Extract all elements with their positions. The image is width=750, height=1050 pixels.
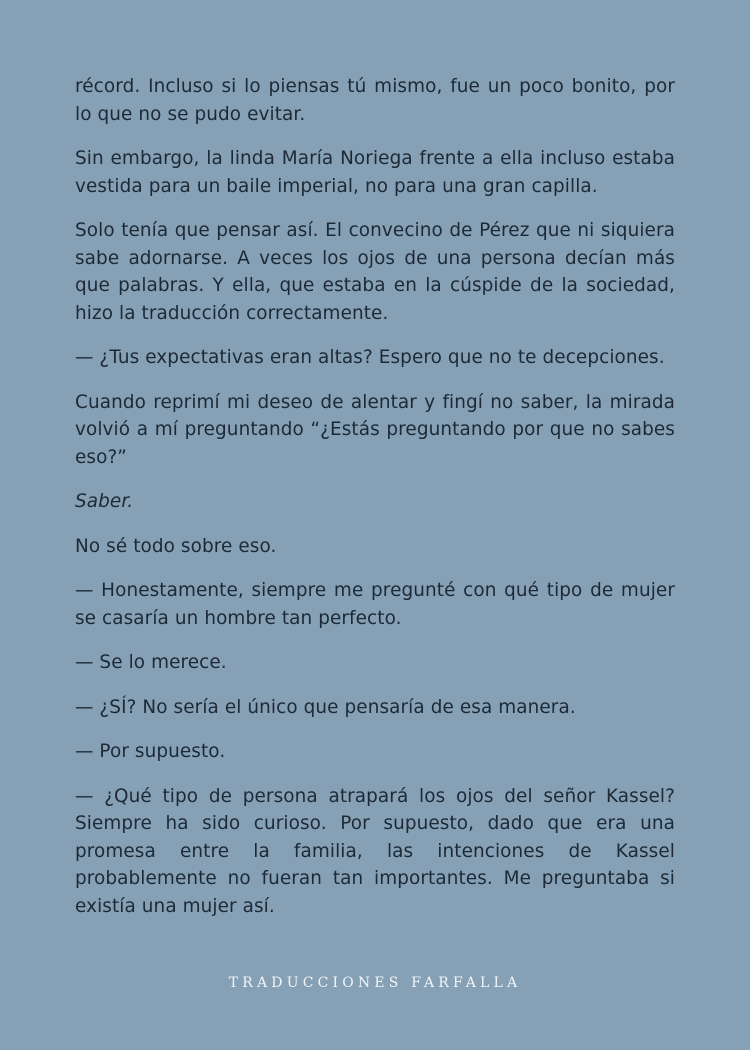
paragraph-5: Cuando reprimí mi deseo de alentar y fingí no saber, la mirada volvió a mí preguntando “¿Estás preguntando por que no sabes eso?”: [75, 391, 675, 468]
paragraph-2: Sin embargo, la linda María Noriega frente a ella incluso estaba vestida para un baile imperial, no para una gran capilla.: [75, 148, 675, 197]
footer-credit: TRADUCCIONES FARFALLA: [228, 975, 522, 991]
paragraph-8: — Honestamente, siempre me pregunté con qué tipo de mujer se casaría un hombre tan perfecto.: [75, 580, 675, 629]
paragraph-11: — Por supuesto.: [75, 741, 226, 762]
paragraph-1: récord. Incluso si lo piensas tú mismo, fue un poco bonito, por lo que no se pudo evitar.: [75, 76, 675, 125]
paragraph-4: — ¿Tus expectativas eran altas? Espero que no te decepciones.: [75, 347, 665, 368]
paragraph-10: — ¿SÍ? No sería el único que pensaría de esa manera.: [75, 696, 576, 718]
paragraph-3: Solo tenía que pensar así. El convecino de Pérez que ni siquiera sabe adornarse. A veces los ojos de una persona decían más que palabras. Y ella, que estaba en la cúspide de la sociedad, hizo la traducción correctamente.: [75, 220, 675, 324]
paragraph-6: Saber.: [75, 491, 134, 512]
paragraph-12: — ¿Qué tipo de persona atrapará los ojos del señor Kassel? Siempre ha sido curioso. Por supuesto, dado que era una promesa entre la familia, las intenciones de Kassel probablemente no fueran tan importantes. Me preguntaba si existía una mujer así.: [75, 785, 675, 917]
paragraph-9: — Se lo merece.: [75, 652, 227, 673]
paragraph-7: No sé todo sobre eso.: [75, 535, 277, 557]
text-body: [75, 73, 675, 937]
